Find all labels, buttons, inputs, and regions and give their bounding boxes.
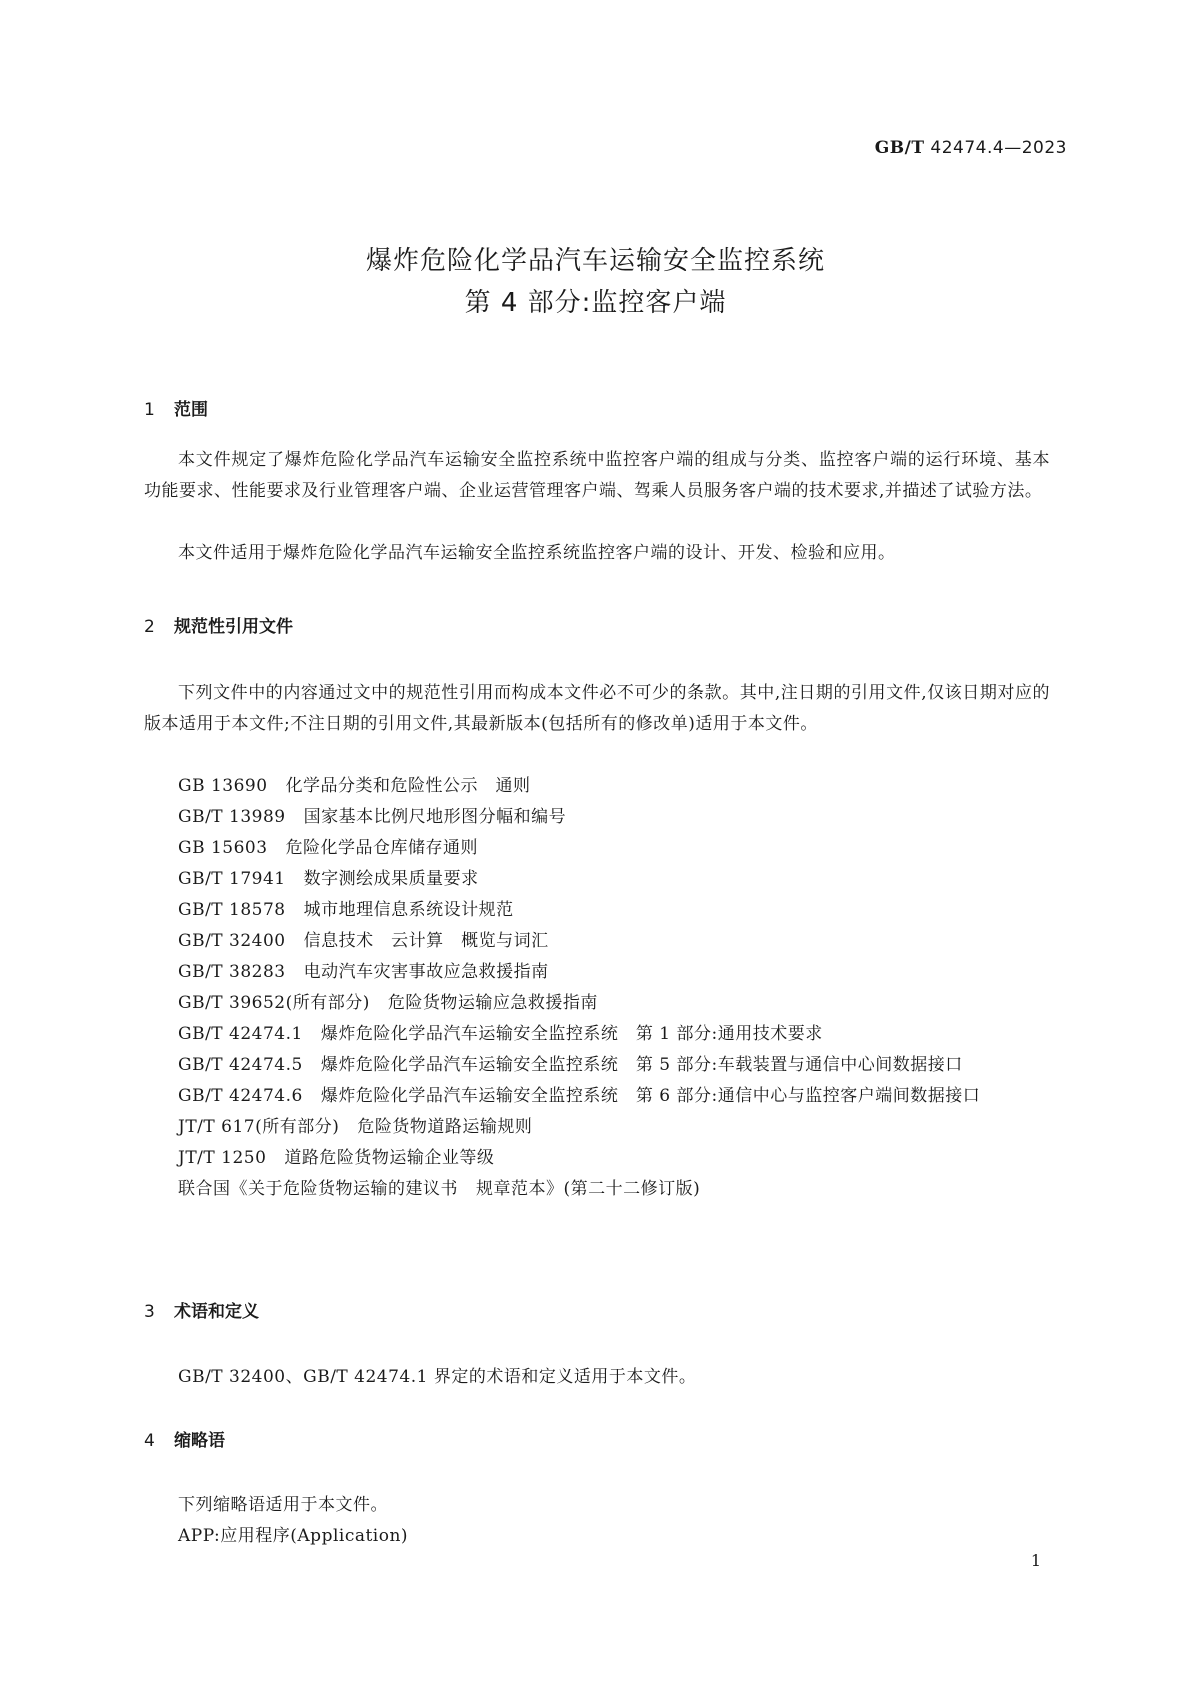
reference-item — [144, 1050, 1050, 1081]
section-number: 1 — [144, 400, 155, 420]
reference-code: GB/T 32400 — [178, 931, 286, 951]
section-number: 2 — [144, 617, 155, 637]
document-title — [0, 240, 1191, 324]
reference-code: JT/T 617(所有部分) — [178, 1117, 340, 1137]
reference-item — [144, 926, 1050, 957]
reference-item — [144, 1081, 1050, 1112]
reference-title: 危险货物运输应急救援指南 — [387, 993, 598, 1013]
reference-code: JT/T 1250 — [178, 1148, 267, 1168]
reference-code: 联合国《关于危险货物运输的建议书 — [178, 1179, 458, 1199]
reference-title: 爆炸危险化学品汽车运输安全监控系统 第 6 部分:通信中心与监控客户端间数据接口 — [320, 1086, 981, 1106]
reference-title: 信息技术 云计算 概览与词汇 — [303, 931, 549, 951]
reference-code: GB/T 42474.1 — [178, 1024, 303, 1044]
reference-item — [144, 957, 1050, 988]
standard-prefix: GB/T — [874, 138, 925, 158]
reference-item — [144, 988, 1050, 1019]
reference-title: 爆炸危险化学品汽车运输安全监控系统 第 1 部分:通用技术要求 — [320, 1024, 823, 1044]
reference-item — [144, 833, 1050, 864]
section-title: 术语和定义 — [174, 1302, 259, 1322]
title-line-2: 第 4 部分:监控客户端 — [464, 288, 727, 318]
reference-code: GB/T 39652(所有部分) — [178, 993, 370, 1013]
reference-code: GB/T 38283 — [178, 962, 286, 982]
reference-code: GB/T 18578 — [178, 900, 286, 920]
reference-title: 国家基本比例尺地形图分幅和编号 — [303, 807, 567, 827]
reference-code: GB/T 42474.5 — [178, 1055, 303, 1075]
reference-item — [144, 771, 1050, 802]
reference-item — [144, 1174, 1050, 1205]
section-title: 缩略语 — [174, 1431, 225, 1451]
standard-number — [875, 138, 1067, 158]
section-title: 范围 — [174, 400, 208, 420]
section-number: 4 — [144, 1431, 155, 1451]
reference-code: GB/T 42474.6 — [178, 1086, 303, 1106]
section-1-heading — [144, 395, 208, 420]
reference-title: 数字测绘成果质量要求 — [303, 869, 479, 889]
scope-paragraph-2: 本文件适用于爆炸危险化学品汽车运输安全监控系统监控客户端的设计、开发、检验和应用。 — [178, 543, 896, 563]
section-2-heading — [144, 612, 293, 637]
reference-item — [144, 802, 1050, 833]
section-title: 规范性引用文件 — [174, 617, 293, 637]
page-number: 1 — [1030, 1551, 1041, 1570]
scope-paragraph-1: 本文件规定了爆炸危险化学品汽车运输安全监控系统中监控客户端的组成与分类、监控客户端的运行环境、基本功能要求、性能要求及行业管理客户端、企业运营管理客户端、驾乘人员服务客户端的技术要求,并描述了试验方法。 — [144, 450, 1050, 501]
reference-title: 危险货物道路运输规则 — [357, 1117, 533, 1137]
abbreviations-intro: 下列缩略语适用于本文件。 — [178, 1495, 388, 1515]
reference-item — [144, 1019, 1050, 1050]
section-4-heading — [144, 1426, 225, 1451]
section-3-heading — [144, 1297, 259, 1322]
standard-code: 42474.4—2023 — [930, 138, 1067, 158]
reference-code: GB/T 17941 — [178, 869, 286, 889]
reference-title: 爆炸危险化学品汽车运输安全监控系统 第 5 部分:车载装置与通信中心间数据接口 — [320, 1055, 963, 1075]
terms-paragraph: GB/T 32400、GB/T 42474.1 界定的术语和定义适用于本文件。 — [178, 1367, 697, 1387]
reference-title: 城市地理信息系统设计规范 — [303, 900, 514, 920]
reference-code: GB 15603 — [178, 838, 268, 858]
reference-item — [144, 1112, 1050, 1143]
reference-item — [144, 864, 1050, 895]
reference-code: GB/T 13989 — [178, 807, 286, 827]
reference-item — [144, 895, 1050, 926]
reference-code: GB 13690 — [178, 776, 268, 796]
normative-references-list — [144, 771, 1050, 1205]
reference-title: 道路危险货物运输企业等级 — [284, 1148, 495, 1168]
normative-references-intro: 下列文件中的内容通过文中的规范性引用而构成本文件必不可少的条款。其中,注日期的引用文件,仅该日期对应的版本适用于本文件;不注日期的引用文件,其最新版本(包括所有的修改单)适用于本文件。 — [144, 683, 1050, 734]
reference-title: 规章范本》(第二十二修订版) — [476, 1179, 701, 1199]
title-line-1: 爆炸危险化学品汽车运输安全监控系统 — [365, 246, 825, 276]
reference-title: 电动汽车灾害事故应急救援指南 — [303, 962, 549, 982]
reference-title: 化学品分类和危险性公示 通则 — [285, 776, 531, 796]
section-number: 3 — [144, 1302, 155, 1322]
reference-item — [144, 1143, 1050, 1174]
abbreviation-app: APP:应用程序(Application) — [178, 1526, 409, 1546]
reference-title: 危险化学品仓库储存通则 — [285, 838, 479, 858]
